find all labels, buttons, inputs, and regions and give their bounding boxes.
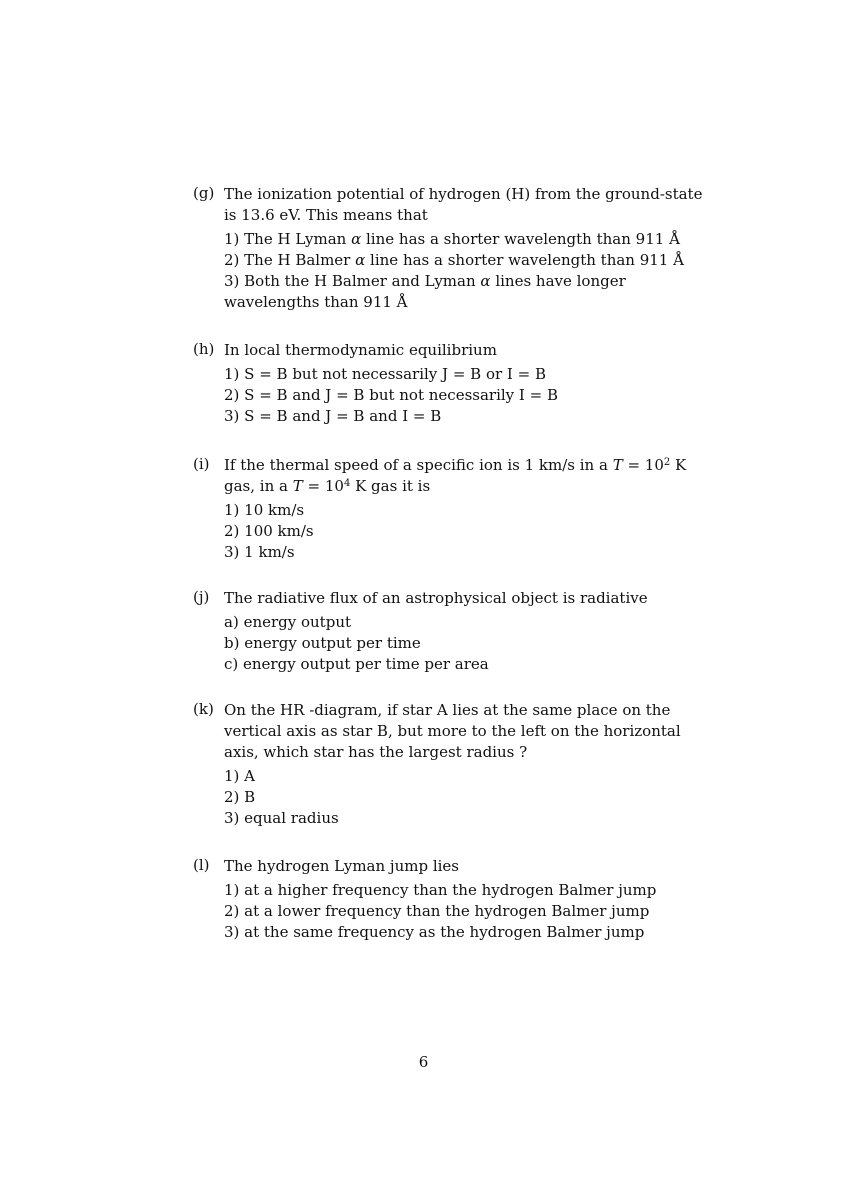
question-label: (l) bbox=[193, 856, 210, 874]
option-item: 3) Both the H Balmer and Lyman α lines have longer wavelengths than 911 Å bbox=[224, 272, 626, 311]
question-i bbox=[193, 455, 708, 563]
option-item: b) energy output per time bbox=[224, 634, 421, 652]
options-list bbox=[224, 500, 708, 563]
option-item: 2) 100 km/s bbox=[224, 522, 314, 540]
question-text: The radiative flux of an astrophysical object is radiative bbox=[224, 589, 648, 607]
page-number: 6 bbox=[418, 1053, 429, 1071]
question-g bbox=[193, 184, 708, 313]
option-item: 1) S = B but not necessarily J = B or I = B bbox=[224, 365, 546, 383]
question-text: In local thermodynamic equilibrium bbox=[224, 341, 497, 359]
option-item: 2) S = B and J = B but not necessarily I = B bbox=[224, 386, 558, 404]
question-label: (i) bbox=[193, 455, 210, 473]
options-list bbox=[224, 612, 708, 675]
options-list bbox=[224, 229, 708, 313]
option-item: 2) The H Balmer α line has a shorter wavelength than 911 Å bbox=[224, 251, 684, 269]
question-text: On the HR -diagram, if star A lies at the same place on the vertical axis as star B, but more to the left on the horizontal axis, which star has the largest radius ? bbox=[224, 701, 681, 761]
question-j bbox=[193, 588, 708, 675]
options-list bbox=[224, 880, 708, 943]
question-label: (h) bbox=[193, 340, 215, 358]
question-text: The hydrogen Lyman jump lies bbox=[224, 857, 459, 875]
option-item: 3) 1 km/s bbox=[224, 543, 295, 561]
option-item: 2) at a lower frequency than the hydrogen Balmer jump bbox=[224, 902, 650, 920]
question-l bbox=[193, 856, 708, 943]
question-label: (g) bbox=[193, 184, 215, 202]
question-label: (k) bbox=[193, 700, 214, 718]
option-item: c) energy output per time per area bbox=[224, 655, 489, 673]
option-item: 1) 10 km/s bbox=[224, 501, 305, 519]
question-k bbox=[193, 700, 708, 829]
option-item: 3) at the same frequency as the hydrogen Balmer jump bbox=[224, 923, 645, 941]
option-item: 3) equal radius bbox=[224, 809, 339, 827]
options-list bbox=[224, 364, 708, 427]
option-item: a) energy output bbox=[224, 613, 352, 631]
option-item: 2) B bbox=[224, 788, 256, 806]
question-label: (j) bbox=[193, 588, 210, 606]
question-text: The ionization potential of hydrogen (H) from the ground-state is 13.6 eV. This means that bbox=[224, 185, 703, 224]
question-h bbox=[193, 340, 708, 427]
option-item: 1) at a higher frequency than the hydrogen Balmer jump bbox=[224, 881, 657, 899]
question-text: If the thermal speed of a specific ion is 1 km/s in a $T = 10^2$ K gas, in a $T = 10^4$ K gas it is bbox=[224, 456, 687, 495]
options-list bbox=[224, 766, 708, 829]
option-item: 3) S = B and J = B and I = B bbox=[224, 407, 442, 425]
option-item: 1) A bbox=[224, 767, 255, 785]
option-item: 1) The H Lyman α line has a shorter wavelength than 911 Å bbox=[224, 230, 680, 248]
